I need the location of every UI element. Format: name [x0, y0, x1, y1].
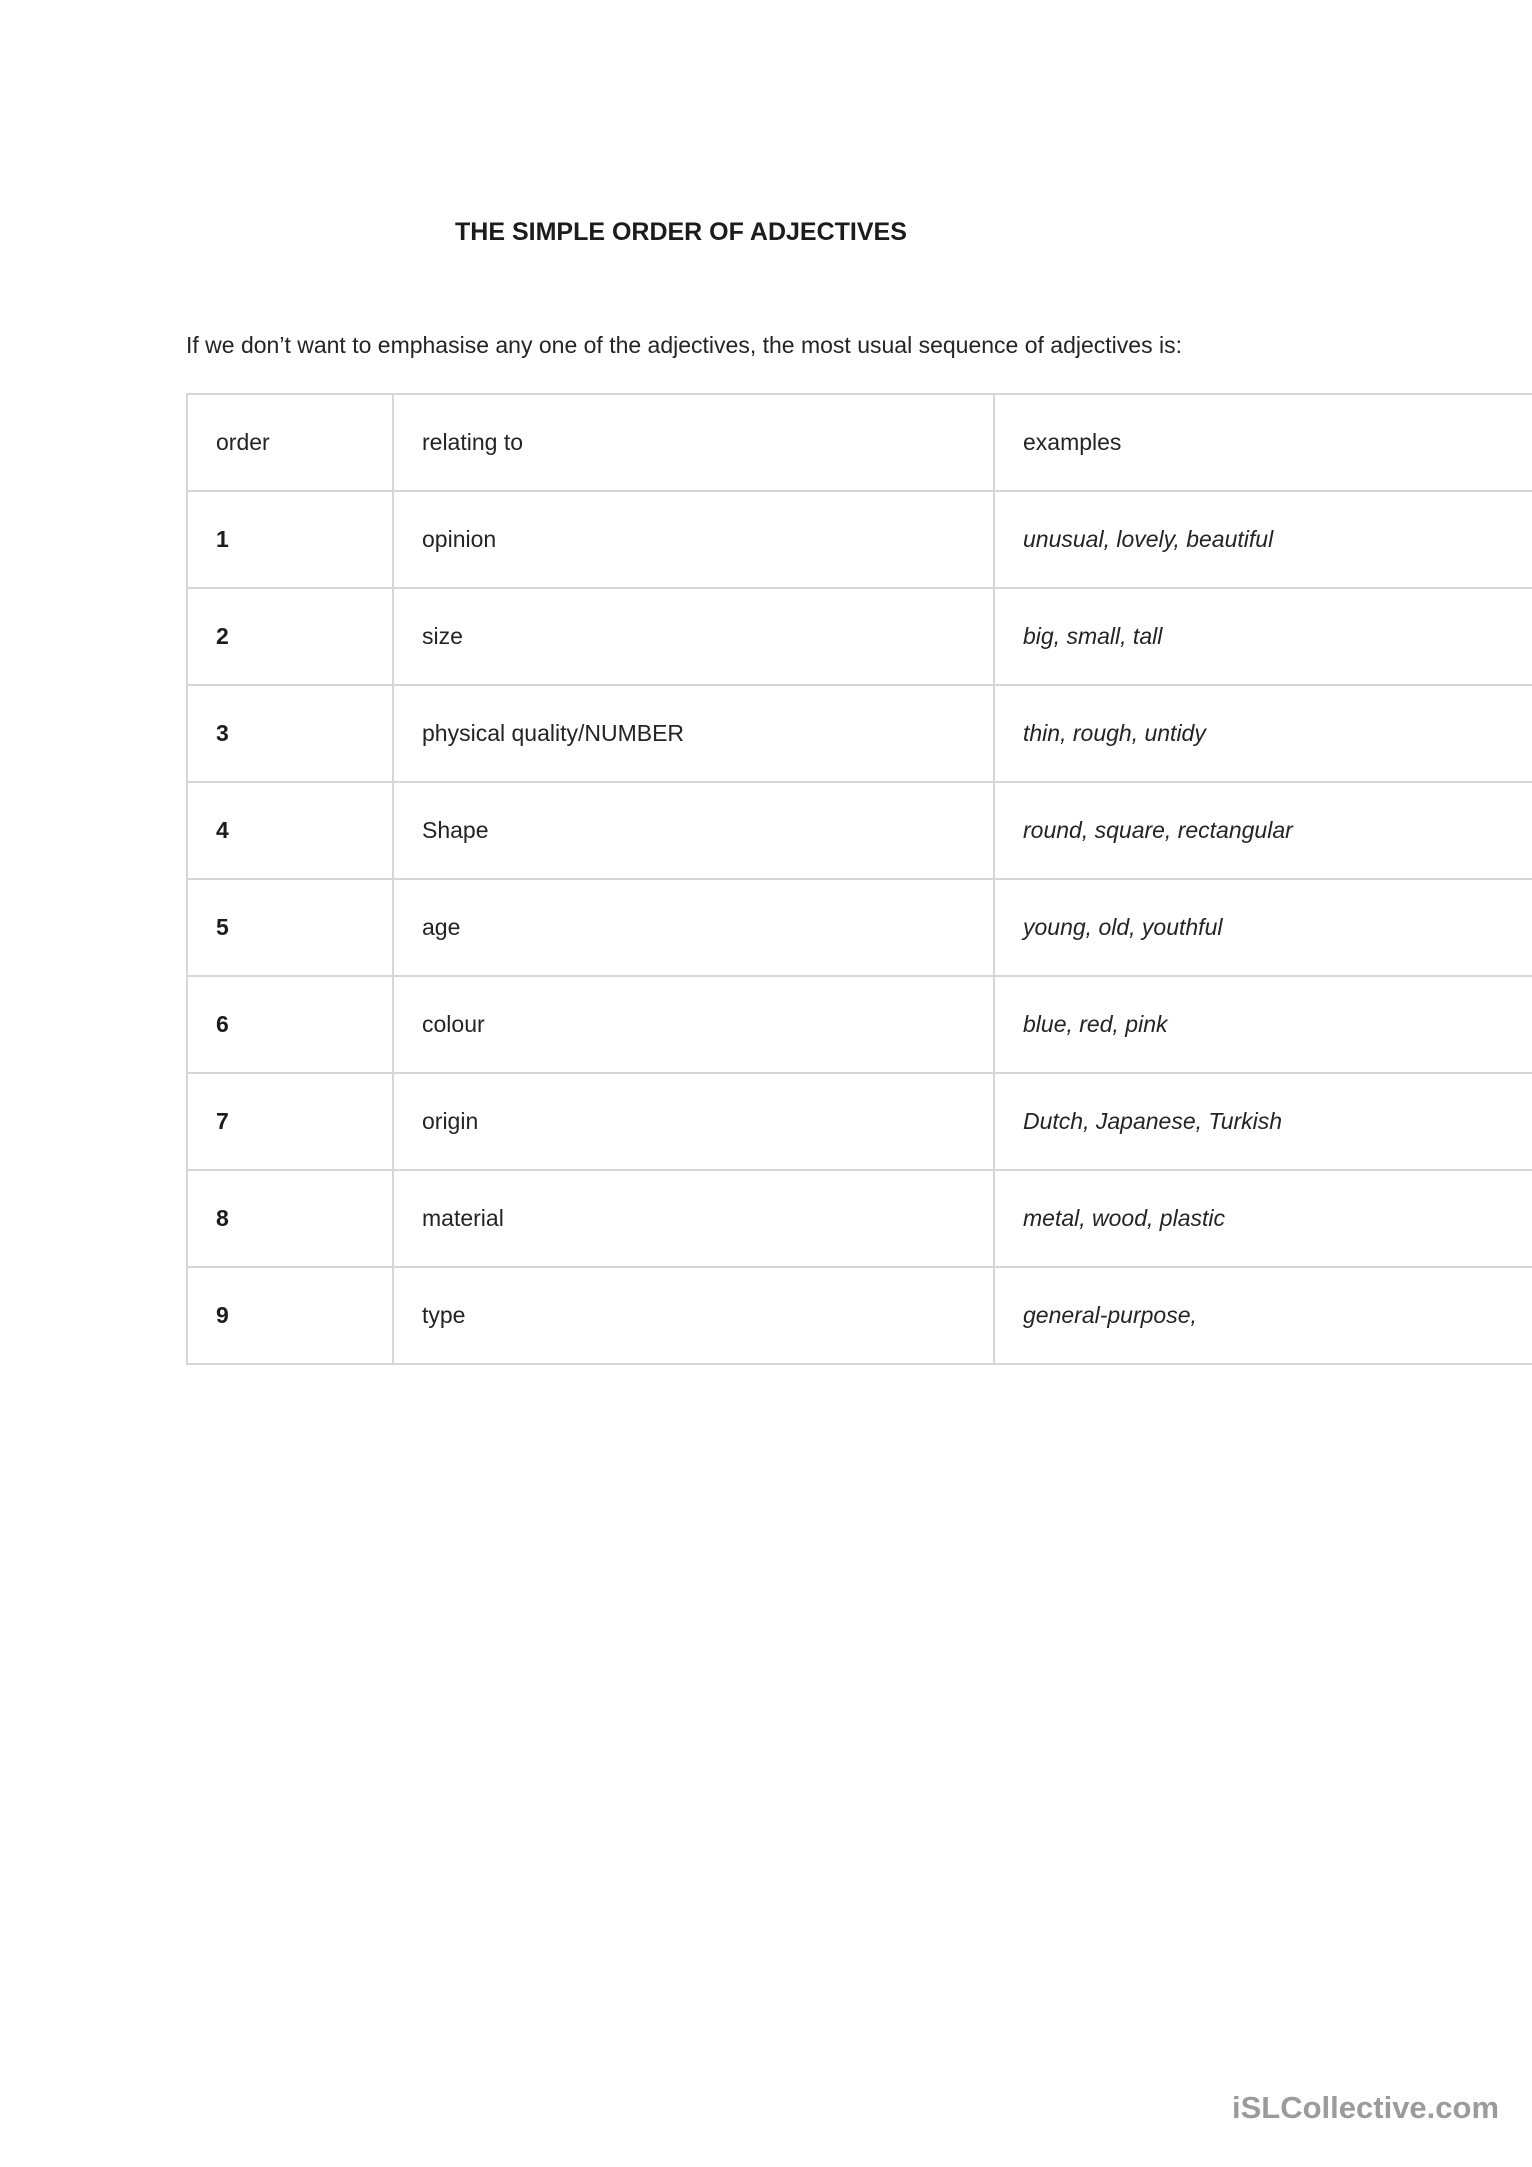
- relating-to-cell: physical quality/NUMBER: [394, 686, 995, 781]
- examples-cell: Dutch, Japanese, Turkish: [1023, 1108, 1283, 1134]
- relating-to-cell: material: [394, 1171, 995, 1266]
- order-cell: 6: [188, 977, 394, 1072]
- order-cell: 9: [188, 1268, 394, 1363]
- order-cell: 4: [188, 783, 394, 878]
- examples-cell: young, old, youthful: [1023, 914, 1223, 940]
- table-row: [188, 783, 1532, 880]
- column-header-relating-to: relating to: [394, 395, 995, 490]
- order-cell: 8: [188, 1171, 394, 1266]
- table-row: [188, 880, 1532, 977]
- intro-text: If we don’t want to emphasise any one of the adjectives, the most usual sequence of adjectives is:: [186, 332, 1182, 358]
- examples-cell: general-purpose,: [1023, 1302, 1197, 1328]
- table-row: [188, 1074, 1532, 1171]
- islcollective-watermark: iSLCollective.com: [1232, 2090, 1500, 2125]
- table-row: [188, 1171, 1532, 1268]
- order-cell: 1: [188, 492, 394, 587]
- examples-cell: round, square, rectangular: [1023, 817, 1293, 843]
- relating-to-cell: colour: [394, 977, 995, 1072]
- table-row: [188, 1268, 1532, 1365]
- column-header-order: order: [188, 395, 394, 490]
- table-header-row: [188, 395, 1532, 492]
- relating-to-cell: type: [394, 1268, 995, 1363]
- table-row: [188, 492, 1532, 589]
- table-row: [188, 686, 1532, 783]
- table-row: [188, 589, 1532, 686]
- relating-to-cell: opinion: [394, 492, 995, 587]
- order-cell: 5: [188, 880, 394, 975]
- examples-cell: unusual, lovely, beautiful: [1023, 526, 1274, 552]
- table-row: [188, 977, 1532, 1074]
- relating-to-cell: age: [394, 880, 995, 975]
- order-cell: 3: [188, 686, 394, 781]
- examples-cell: thin, rough, untidy: [1023, 720, 1206, 746]
- column-header-examples: examples: [1023, 429, 1122, 455]
- relating-to-cell: size: [394, 589, 995, 684]
- adjective-order-table: [186, 393, 1532, 1365]
- page-title: THE SIMPLE ORDER OF ADJECTIVES: [455, 218, 907, 246]
- examples-cell: big, small, tall: [1023, 623, 1163, 649]
- relating-to-cell: origin: [394, 1074, 995, 1169]
- examples-cell: metal, wood, plastic: [1023, 1205, 1225, 1231]
- examples-cell: blue, red, pink: [1023, 1011, 1168, 1037]
- order-cell: 7: [188, 1074, 394, 1169]
- order-cell: 2: [188, 589, 394, 684]
- relating-to-cell: Shape: [394, 783, 995, 878]
